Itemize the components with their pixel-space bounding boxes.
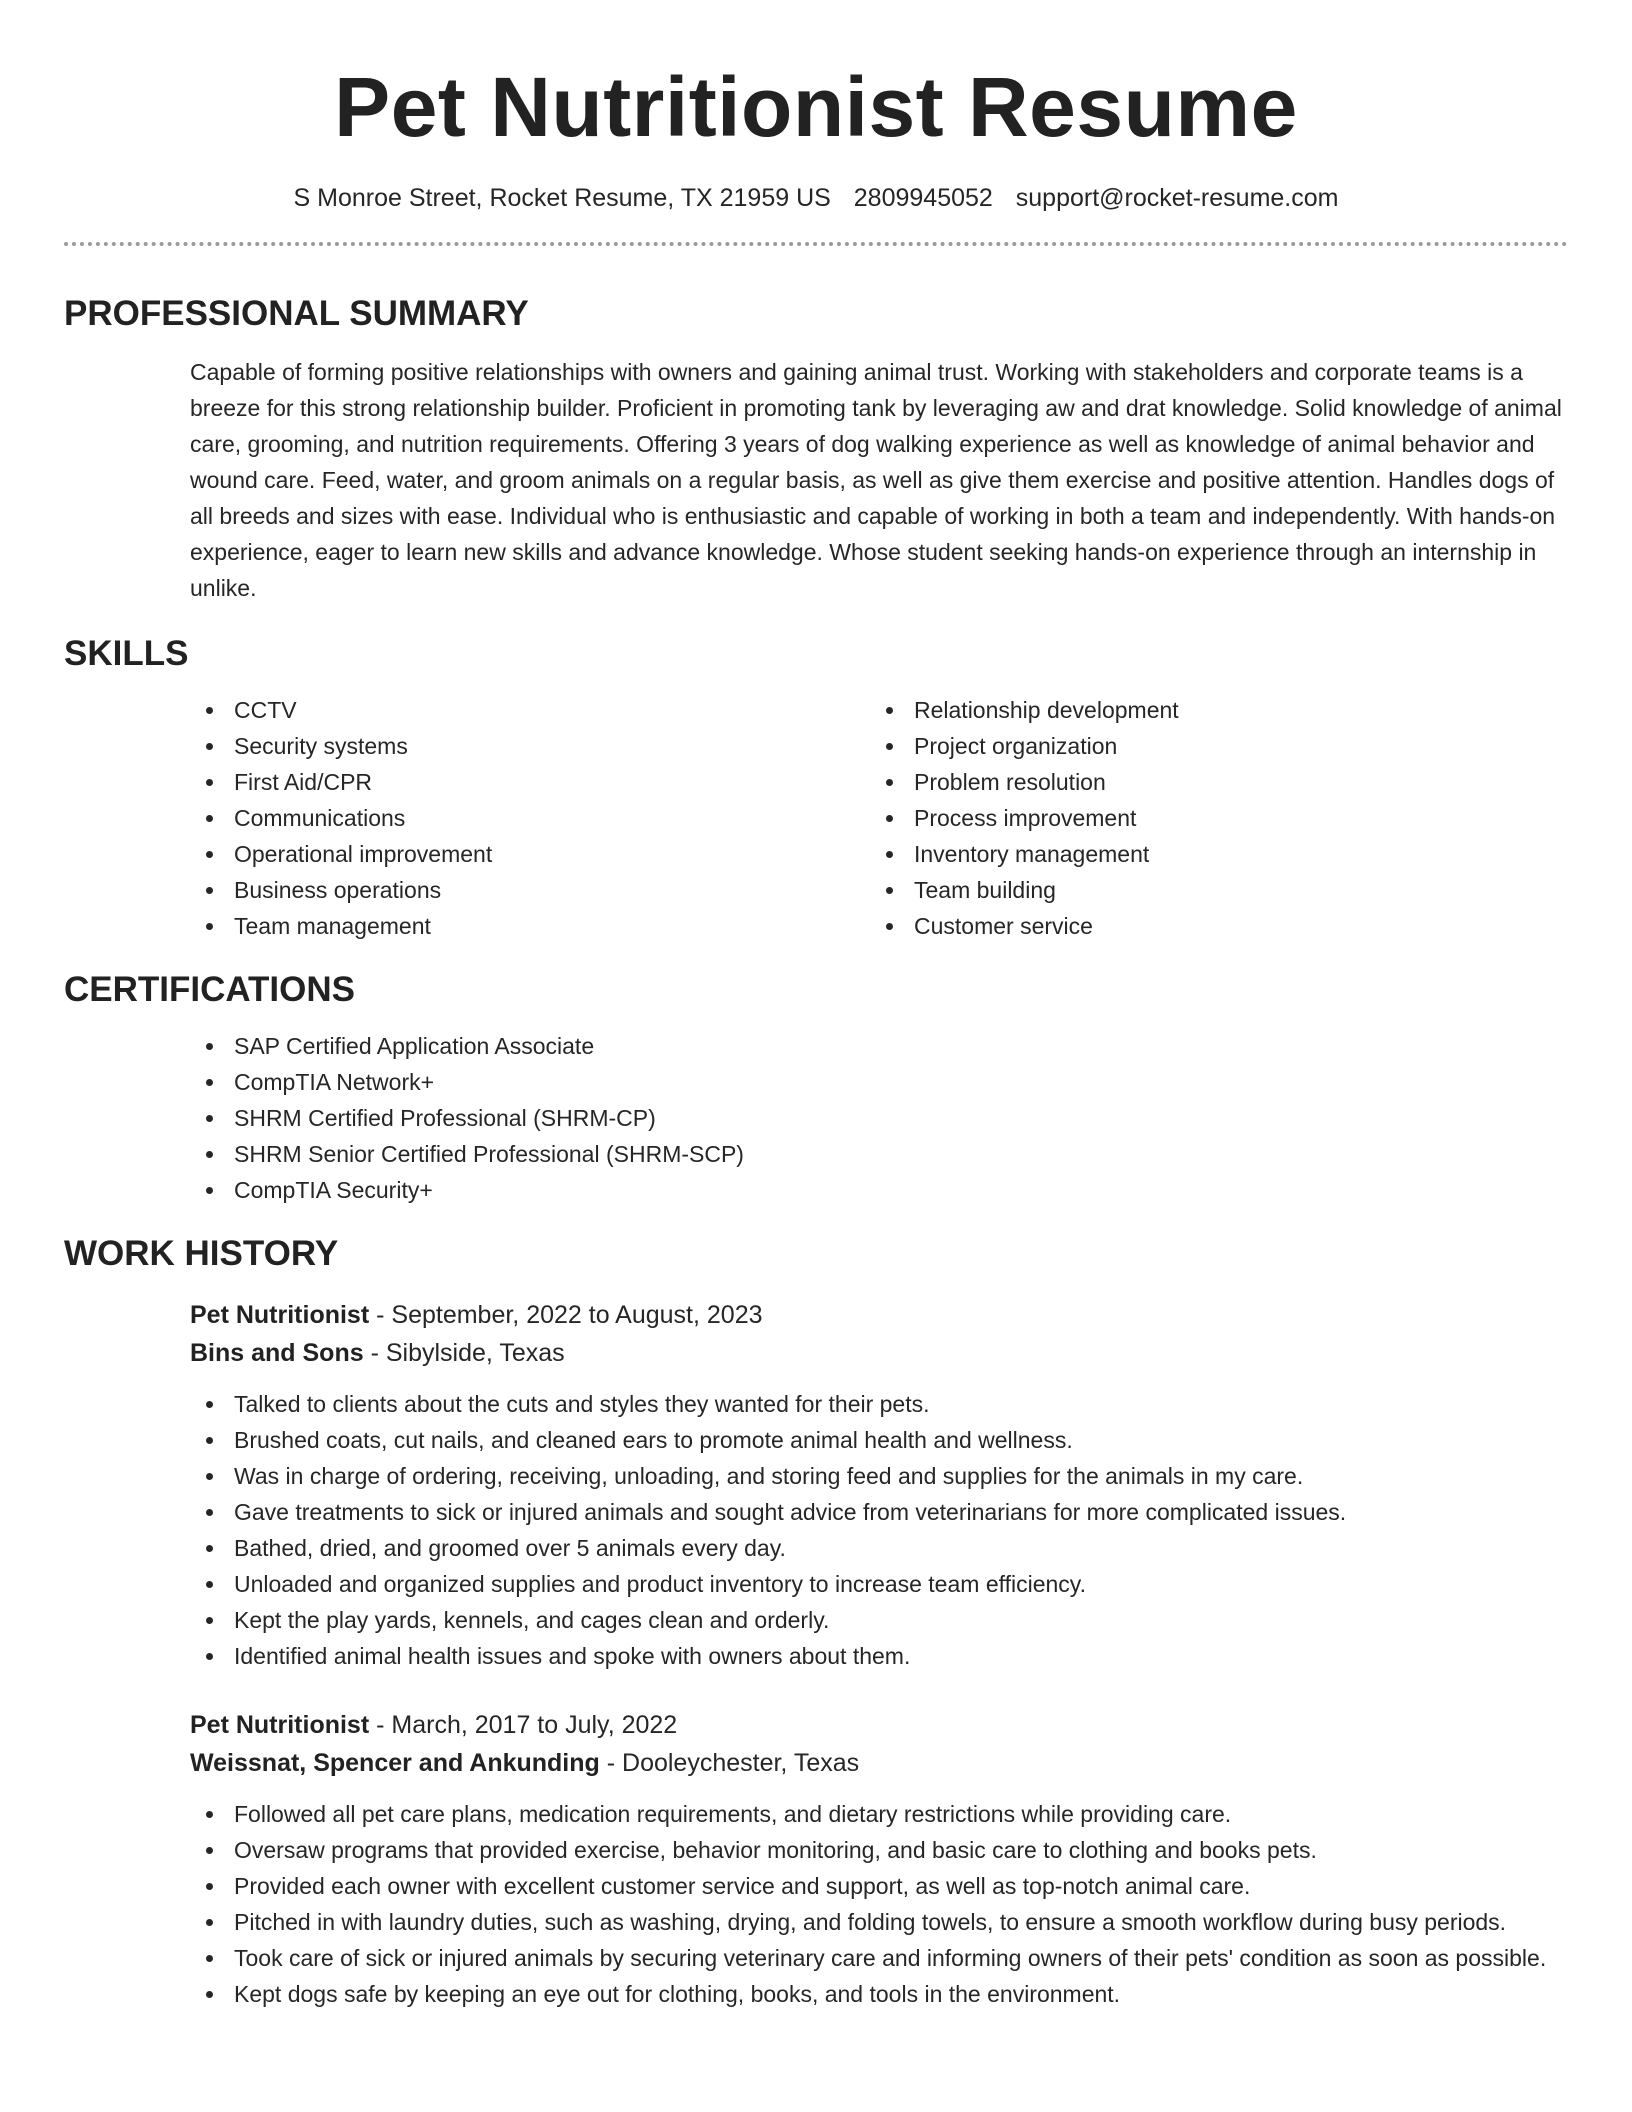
contact-line — [64, 180, 1568, 216]
contact-email: support@rocket-resume.com — [1015, 184, 1339, 212]
skills-list — [190, 692, 1568, 944]
job-title: Pet Nutritionist — [190, 1301, 370, 1329]
job-dates: - March, 2017 to July, 2022 — [369, 1711, 678, 1739]
header-divider — [64, 242, 1568, 246]
skill-item: Problem resolution — [870, 764, 1550, 800]
job-bullet: Pitched in with laundry duties, such as washing, drying, and folding towels, to ensure a smooth workflow during busy periods. — [190, 1904, 1568, 1940]
skill-item: Team building — [870, 872, 1550, 908]
certifications-list — [190, 1028, 1568, 1208]
certifications-heading: CERTIFICATIONS — [64, 970, 356, 1009]
job-bullet: Brushed coats, cut nails, and cleaned ears to promote animal health and wellness. — [190, 1422, 1568, 1458]
skill-item: Relationship development — [870, 692, 1550, 728]
certification-item: SAP Certified Application Associate — [190, 1028, 1568, 1064]
resume-title: Pet Nutritionist Resume — [334, 60, 1298, 154]
job-bullet: Provided each owner with excellent customer service and support, as well as top-notch animal care. — [190, 1868, 1568, 1904]
certification-item: CompTIA Network+ — [190, 1064, 1568, 1100]
summary-text: Capable of forming positive relationships with owners and gaining animal trust. Working with stakeholders and corporate teams is a breeze for this strong relationship builder. Proficient in promoting tank by leveraging aw and drat knowledge. Solid knowledge of animal care, grooming, and nutrition requirements. Offering 3 years of dog walking experience as well as knowledge of animal behavior and wound care. Feed, water, and groom animals on a regular basis, as well as give them exercise and positive attention. Handles dogs of all breeds and sizes with ease. Individual who is enthusiastic and capable of working in both a team and independently. With hands-on experience, eager to learn new skills and advance knowledge. Whose student seeking hands-on experience through an internship in unlike. — [190, 359, 1562, 601]
job-title-line — [190, 1706, 1568, 1744]
job-bullet: Bathed, dried, and groomed over 5 animals every day. — [190, 1530, 1568, 1566]
job-location: - Sibylside, Texas — [363, 1339, 565, 1367]
skill-item: Security systems — [190, 728, 870, 764]
job-entry — [190, 1296, 1568, 1674]
job-company: Bins and Sons — [190, 1339, 364, 1367]
job-location: - Dooleychester, Texas — [599, 1749, 860, 1777]
summary-heading: PROFESSIONAL SUMMARY — [64, 294, 529, 333]
job-company-line — [190, 1334, 1568, 1372]
skills-heading: SKILLS — [64, 634, 189, 673]
job-bullet: Kept dogs safe by keeping an eye out for clothing, books, and tools in the environment. — [190, 1976, 1568, 2012]
skill-item: Inventory management — [870, 836, 1550, 872]
skill-item: Customer service — [870, 908, 1550, 944]
skill-item: Operational improvement — [190, 836, 870, 872]
certification-item: CompTIA Security+ — [190, 1172, 1568, 1208]
job-bullet: Unloaded and organized supplies and product inventory to increase team efficiency. — [190, 1566, 1568, 1602]
certification-item: SHRM Certified Professional (SHRM-CP) — [190, 1100, 1568, 1136]
skill-item: CCTV — [190, 692, 870, 728]
skill-item: Team management — [190, 908, 870, 944]
skill-item: Process improvement — [870, 800, 1550, 836]
job-dates: - September, 2022 to August, 2023 — [369, 1301, 763, 1329]
contact-phone: 2809945052 — [853, 184, 993, 212]
job-title: Pet Nutritionist — [190, 1711, 370, 1739]
job-bullets — [190, 1386, 1568, 1674]
skills-column-left — [190, 692, 870, 944]
job-bullet: Took care of sick or injured animals by securing veterinary care and informing owners of their pets' condition as soon as possible. — [190, 1940, 1568, 1976]
job-bullet: Was in charge of ordering, receiving, unloading, and storing feed and supplies for the animals in my care. — [190, 1458, 1568, 1494]
job-bullet: Oversaw programs that provided exercise, behavior monitoring, and basic care to clothing and books pets. — [190, 1832, 1568, 1868]
job-bullet: Talked to clients about the cuts and styles they wanted for their pets. — [190, 1386, 1568, 1422]
job-title-line — [190, 1296, 1568, 1334]
skill-item: Communications — [190, 800, 870, 836]
job-bullet: Kept the play yards, kennels, and cages clean and orderly. — [190, 1602, 1568, 1638]
skill-item: Business operations — [190, 872, 870, 908]
job-company-line — [190, 1744, 1568, 1782]
job-bullet: Identified animal health issues and spoke with owners about them. — [190, 1638, 1568, 1674]
job-bullet: Followed all pet care plans, medication requirements, and dietary restrictions while providing care. — [190, 1796, 1568, 1832]
resume-page — [64, 0, 1568, 2012]
skill-item: First Aid/CPR — [190, 764, 870, 800]
work-history-heading: WORK HISTORY — [64, 1234, 339, 1273]
skill-item: Project organization — [870, 728, 1550, 764]
certification-item: SHRM Senior Certified Professional (SHRM-SCP) — [190, 1136, 1568, 1172]
contact-address: S Monroe Street, Rocket Resume, TX 21959 US — [293, 184, 831, 212]
skills-column-right — [870, 692, 1550, 944]
job-company: Weissnat, Spencer and Ankunding — [190, 1749, 600, 1777]
job-bullets — [190, 1796, 1568, 2012]
job-bullet: Gave treatments to sick or injured animals and sought advice from veterinarians for more complicated issues. — [190, 1494, 1568, 1530]
job-entry — [190, 1706, 1568, 2012]
